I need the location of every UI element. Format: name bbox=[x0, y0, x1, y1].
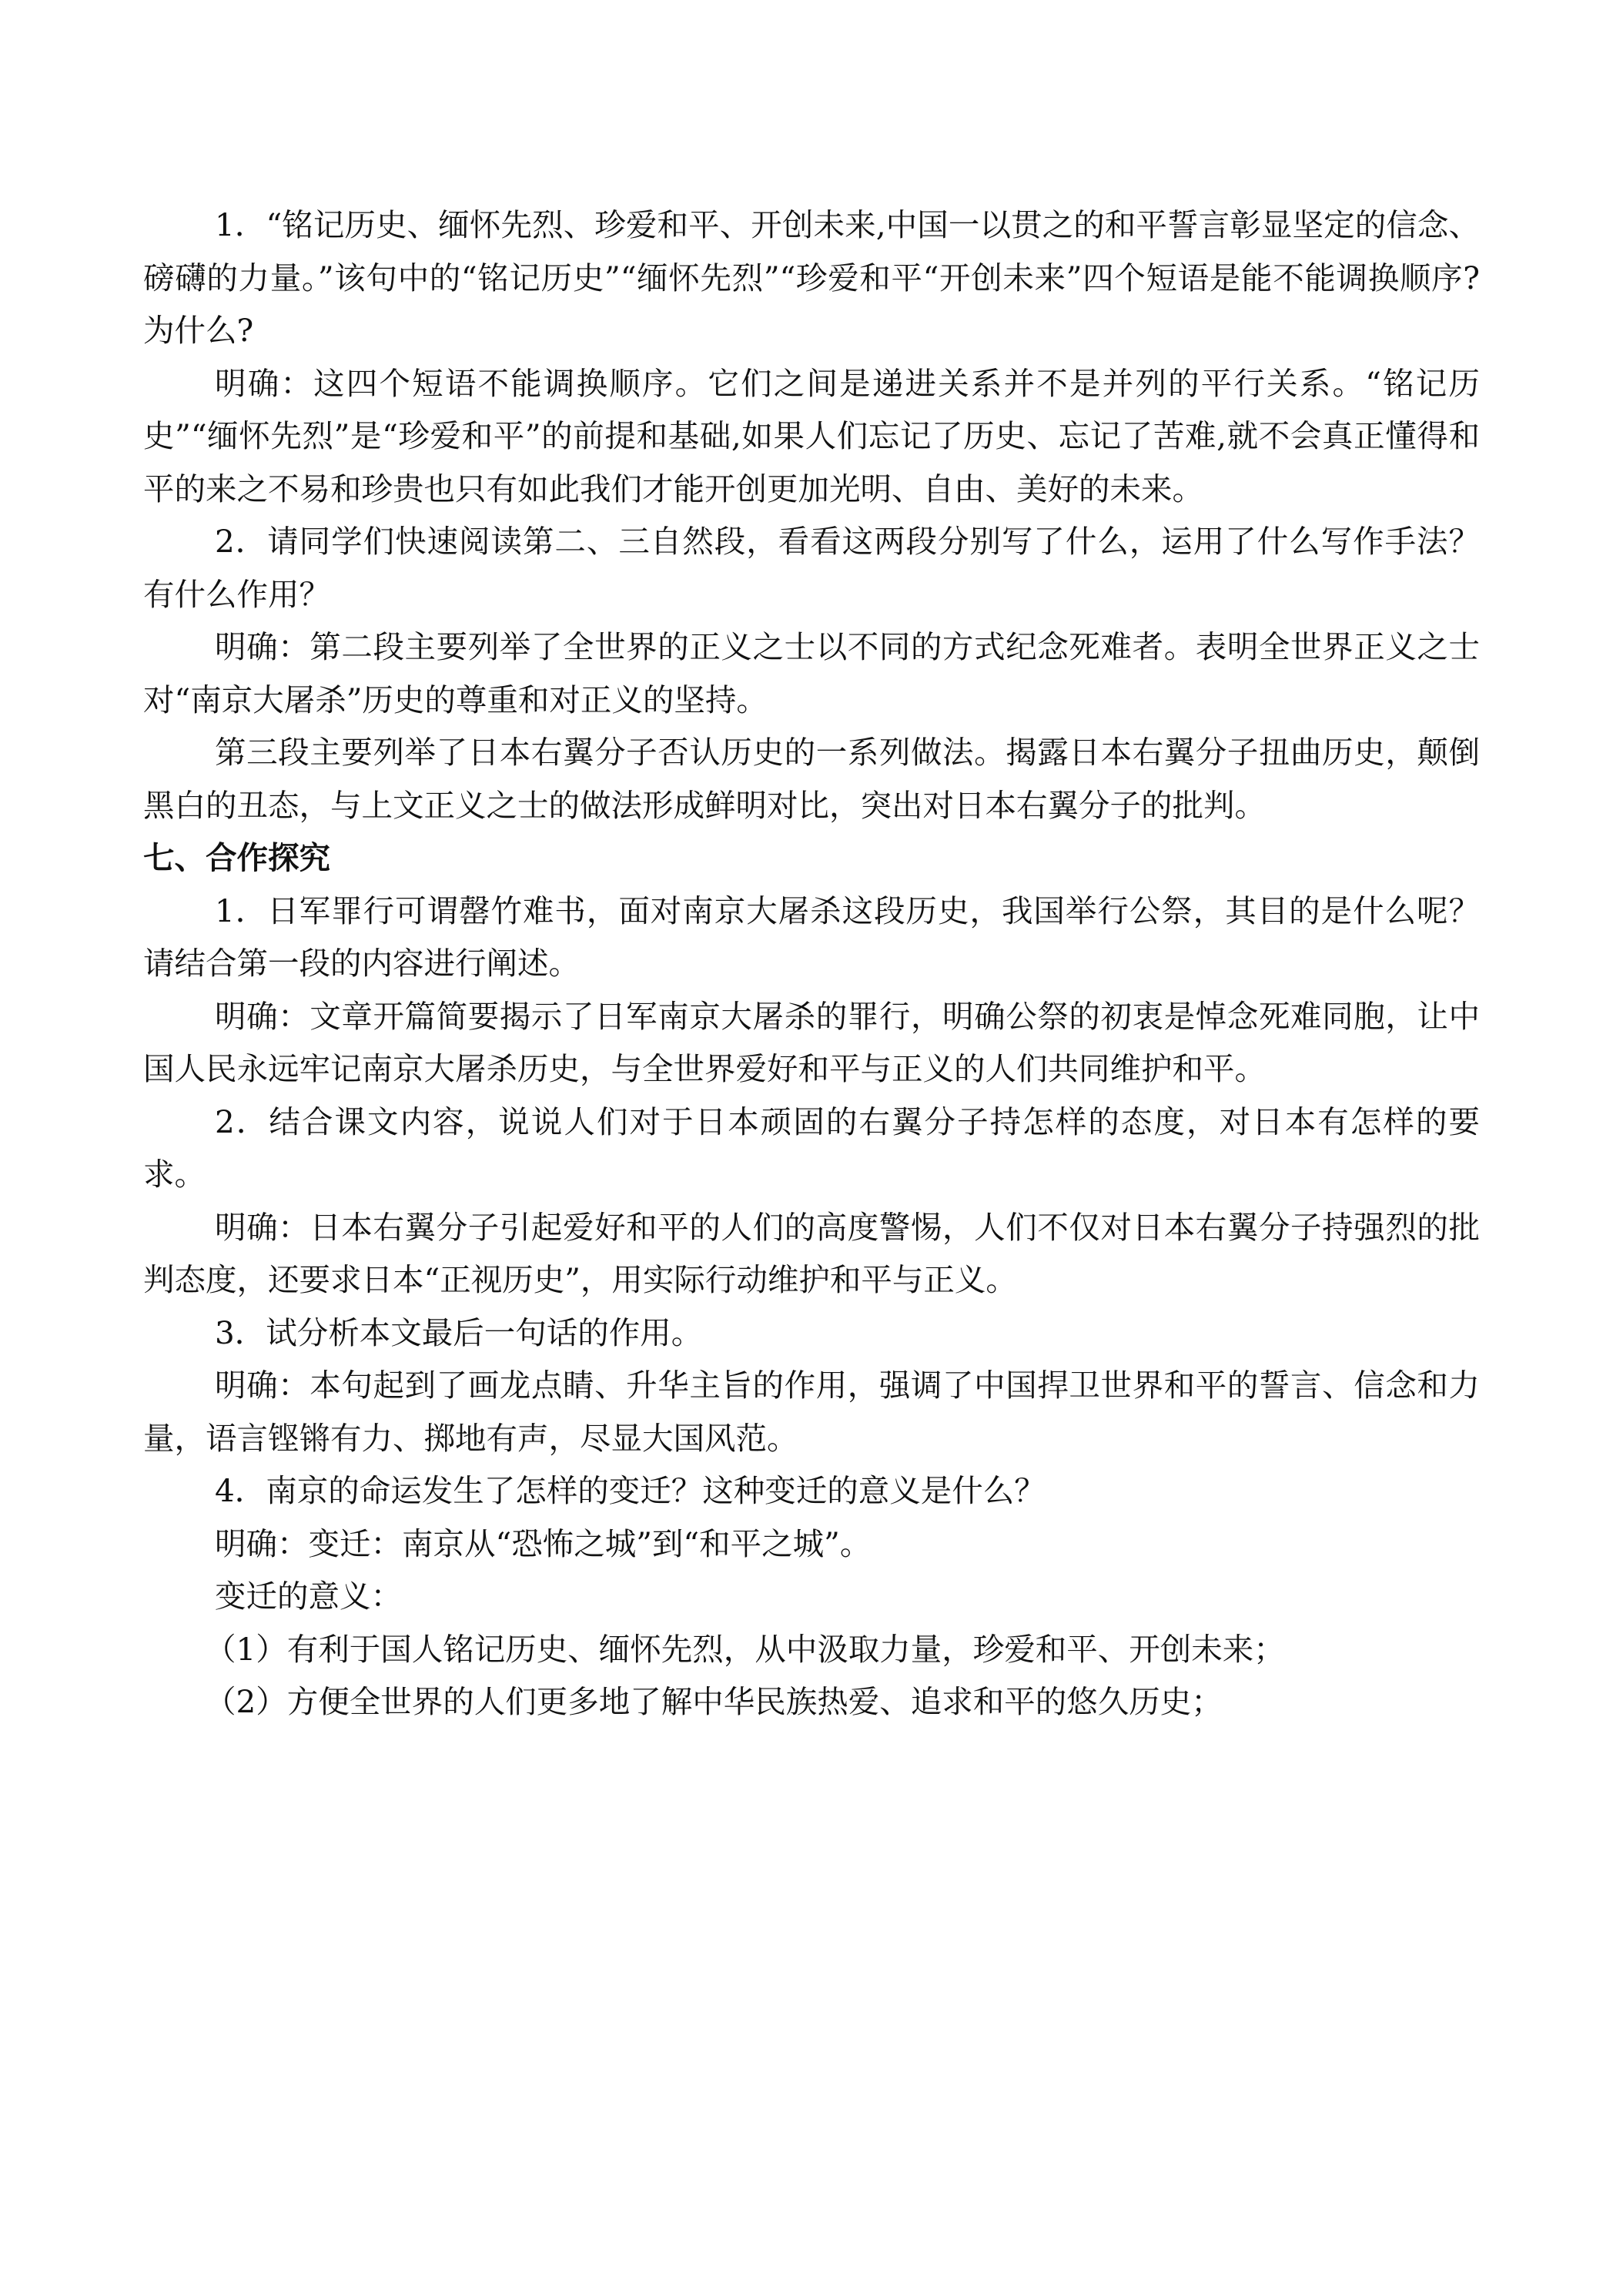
question-1: 1．“铭记历史、缅怀先烈、珍爱和平、开创未来,中国一以贯之的和平誓言彰显坚定的信念、磅礴的力量。”该句中的“铭记历史”“缅怀先烈”“珍爱和平“开创未来”四个短语是能不能调换顺序?为什么? bbox=[143, 206, 1480, 349]
inquiry-answer-3: 明确：本句起到了画龙点睛、升华主旨的作用，强调了中国捍卫世界和平的誓言、信念和力量，语言铿锵有力、掷地有声，尽显大国风范。 bbox=[143, 1367, 1480, 1457]
inquiry-answer-4: 明确：变迁：南京从“恐怖之城”到“和平之城”。 bbox=[215, 1525, 872, 1562]
question-2: 2．请同学们快速阅读第二、三自然段，看看这两段分别写了什么，运用了什么写作手法？有什么作用？ bbox=[143, 523, 1480, 613]
section-heading: 七、合作探究 bbox=[143, 839, 330, 876]
significance-item-2: （2）方便全世界的人们更多地了解中华民族热爱、追求和平的悠久历史； bbox=[205, 1683, 1223, 1720]
answer-1: 明确：这四个短语不能调换顺序。它们之间是递进关系并不是并列的平行关系。“铭记历史”“缅怀先烈”是“珍爱和平”的前提和基础,如果人们忘记了历史、忘记了苦难,就不会真正懂得和平的来之不易和珍贵也只有如此我们才能开创更加光明、自由、美好的未来。 bbox=[143, 364, 1480, 507]
inquiry-answer-2: 明确：日本右翼分子引起爱好和平的人们的高度警惕，人们不仅对日本右翼分子持强烈的批判态度，还要求日本“正视历史”，用实际行动维护和平与正义。 bbox=[143, 1208, 1480, 1298]
significance-item-1: （1）有利于国人铭记历史、缅怀先烈，从中汲取力量，珍爱和平、开创未来； bbox=[205, 1630, 1285, 1668]
inquiry-question-2: 2．结合课文内容，说说人们对于日本顽固的右翼分子持怎样的态度，对日本有怎样的要求。 bbox=[143, 1103, 1480, 1193]
inquiry-question-4: 4．南京的命运发生了怎样的变迁？这种变迁的意义是什么？ bbox=[215, 1472, 1046, 1509]
answer-2-part-2: 第三段主要列举了日本右翼分子否认历史的一系列做法。揭露日本右翼分子扭曲历史，颠倒黑白的丑态，与上文正义之士的做法形成鲜明对比，突出对日本右翼分子的批判。 bbox=[143, 734, 1480, 824]
inquiry-answer-1: 明确：文章开篇简要揭示了日军南京大屠杀的罪行，明确公祭的初衷是悼念死难同胞，让中国人民永远牢记南京大屠杀历史，与全世界爱好和平与正义的人们共同维护和平。 bbox=[143, 997, 1480, 1087]
inquiry-question-1: 1．日军罪行可谓罄竹难书，面对南京大屠杀这段历史，我国举行公祭，其目的是什么呢？请结合第一段的内容进行阐述。 bbox=[143, 892, 1480, 982]
answer-2-part-1: 明确：第二段主要列举了全世界的正义之士以不同的方式纪念死难者。表明全世界正义之士对“南京大屠杀”历史的尊重和对正义的坚持。 bbox=[143, 628, 1480, 718]
inquiry-question-3: 3．试分析本文最后一句话的作用。 bbox=[215, 1314, 703, 1351]
significance-label: 变迁的意义： bbox=[215, 1578, 402, 1615]
